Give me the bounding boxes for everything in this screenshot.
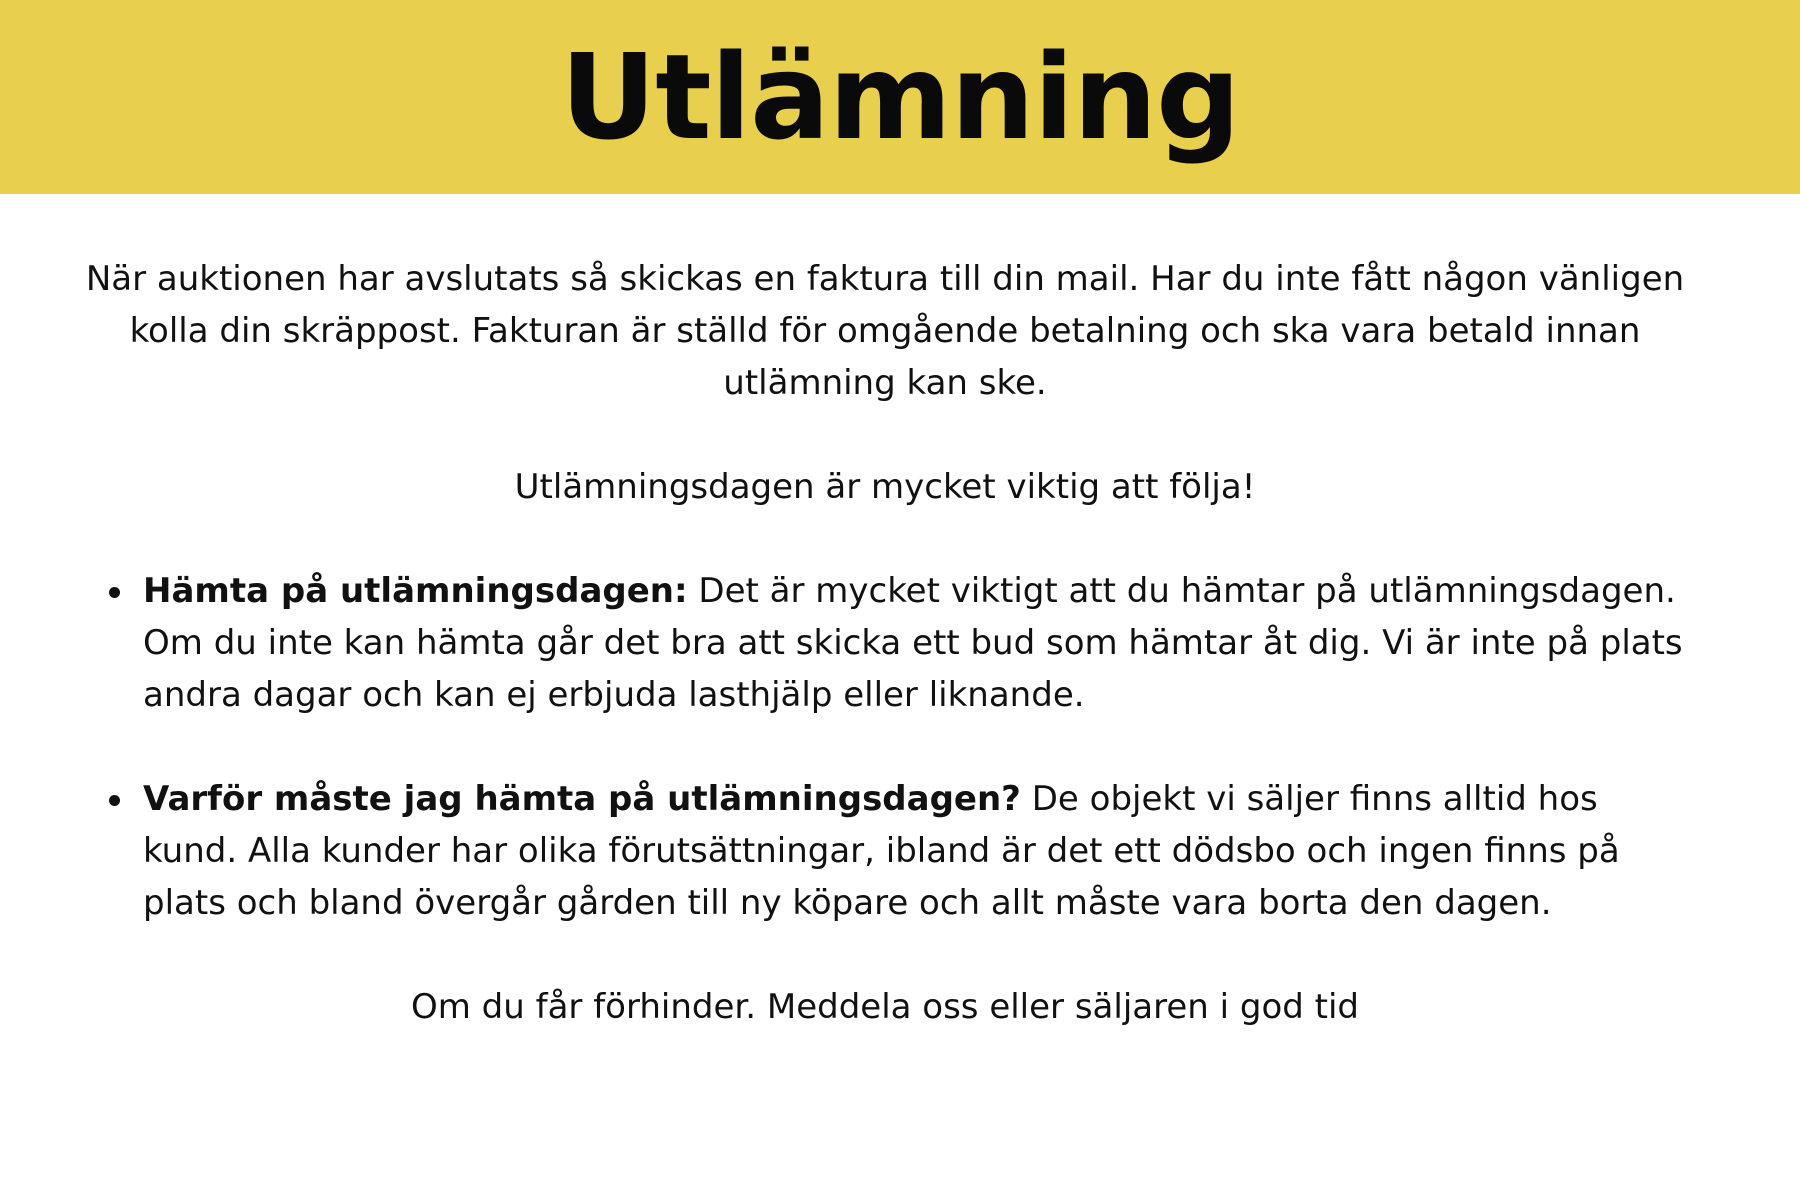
main-content <box>80 253 1690 1033</box>
list-item <box>80 565 1690 721</box>
list-item-heading: Varför måste jag hämta på utlämningsdagen? <box>143 779 1021 819</box>
closing-paragraph: Om du får förhinder. Meddela oss eller säljaren i god tid <box>410 987 1360 1027</box>
spacer <box>80 409 1690 461</box>
list-item-text: Det är mycket viktigt att du hämtar på utlämningsdagen. Om du inte kan hämta går det bra att skicka ett bud som hämtar åt dig. Vi är inte på plats andra dagar och kan ej erbjuda lasthjälp eller liknande. <box>143 571 1683 715</box>
spacer <box>80 929 1690 981</box>
bullet-icon <box>109 795 120 806</box>
bullet-icon <box>109 587 120 598</box>
list-item <box>80 773 1690 929</box>
list-item-text: De objekt vi säljer finns alltid hos kund. Alla kunder har olika förutsättningar, ibland är det ett dödsbo och ingen finns på plats och bland övergår gården till ny köpare och allt måste vara borta den dagen. <box>143 779 1620 923</box>
list-item-heading: Hämta på utlämningsdagen: <box>143 571 688 611</box>
emphasis-paragraph: Utlämningsdagen är mycket viktig att följa! <box>514 467 1256 507</box>
page-title: Utlämning <box>560 28 1240 166</box>
spacer <box>80 721 1690 773</box>
info-list <box>80 565 1690 929</box>
header-banner <box>0 0 1800 194</box>
spacer <box>80 513 1690 565</box>
intro-paragraph: När auktionen har avslutats så skickas en faktura till din mail. Har du inte fått någon vänligen kolla din skräppost. Fakturan är ställd för omgående betalning och ska vara betald innan utlämning kan ske. <box>85 259 1685 403</box>
